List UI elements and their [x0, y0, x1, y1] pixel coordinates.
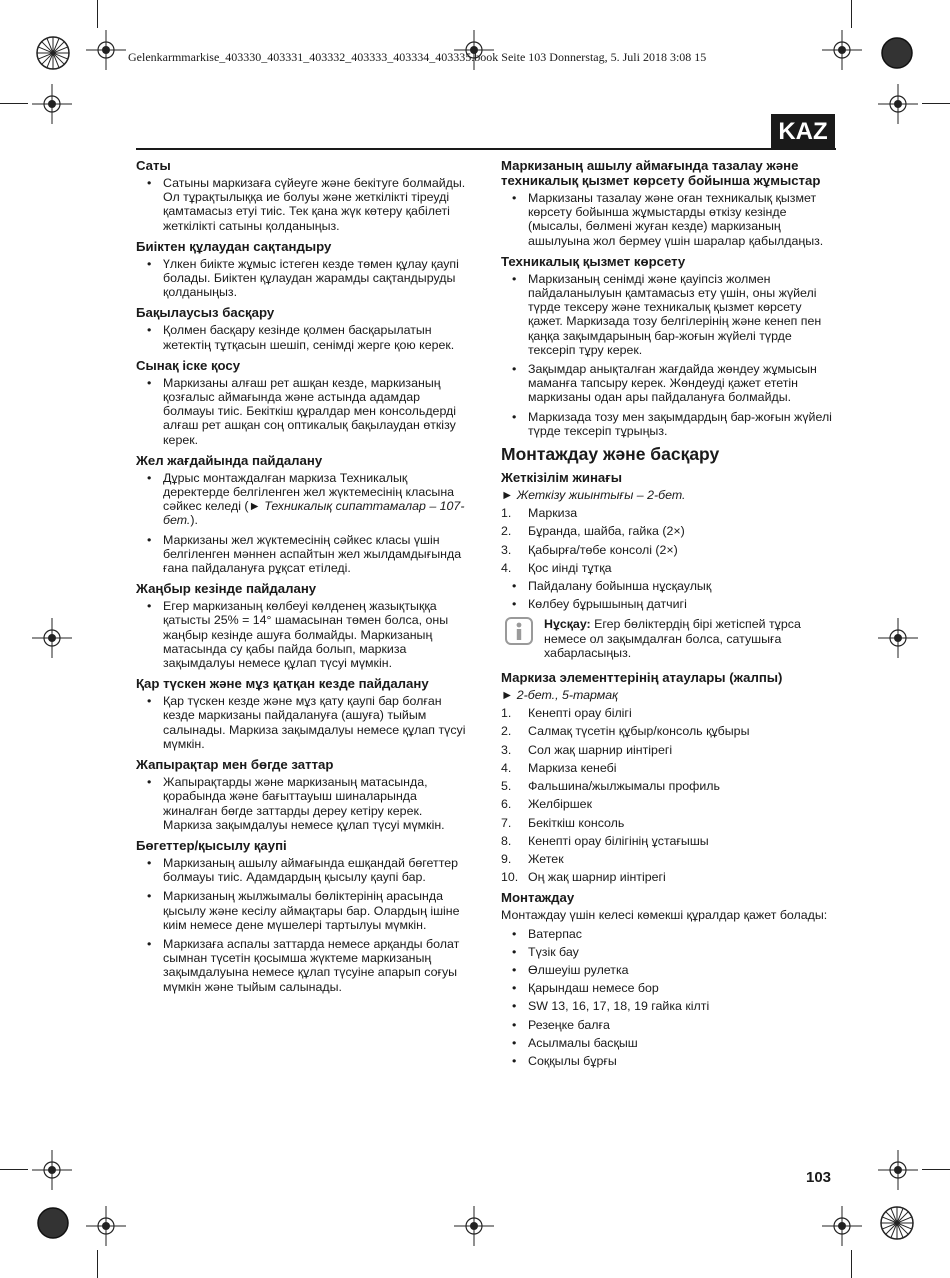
page-number: 103 — [806, 1169, 832, 1186]
section-title: Жапырақтар мен бөгде заттар — [136, 757, 334, 773]
list-item: • Егер маркизаның көлбеуі көлденең жазықтыққа қатысты 25% = 14° шамасынан төмен болса, оны жаңбыр кезінде ашуға болмайды. Маркизаның матасында су қабы пайда болып, маркиза зақымдалуы немесе құлап түсуі мүмкін. — [136, 599, 469, 670]
crosshair-upper-right — [878, 84, 918, 124]
list-item — [501, 506, 834, 520]
crosshair-bottom-left — [86, 1206, 126, 1246]
list-item: • Өлшеуіш рулетка — [501, 963, 834, 977]
section-title: Монтаждау — [501, 890, 575, 906]
crop-line-right-bottom-h — [922, 1169, 950, 1170]
list-item: • Резеңке балға — [501, 1018, 834, 1032]
item-number: 6. — [501, 797, 512, 812]
crosshair-lower-right — [878, 1150, 918, 1190]
item-number: 3. — [501, 742, 512, 757]
crosshair-bottom-right — [822, 1206, 862, 1246]
list-item: • SW 13, 16, 17, 18, 19 гайка кілті — [501, 999, 834, 1013]
list-item: • Үлкен биікте жұмыс істеген кезде төмен құлау қаупі болады. Биіктен құлаудан жарамды сақтандыруды қолданыңыз. — [136, 257, 469, 300]
section-maintenance — [501, 254, 834, 438]
left-column — [136, 158, 469, 1000]
list-item — [501, 561, 834, 575]
registration-circle-bottom-right — [879, 1205, 915, 1241]
item-number: 2. — [501, 724, 512, 739]
section-unattended-operation — [136, 305, 469, 351]
crop-line-bottom-right-v — [851, 1250, 852, 1278]
list-item: • Маркизаның ашылу аймағында ешқандай бөгеттер болмауы тиіс. Адамдардың қысылу қаупі бар. — [136, 856, 469, 884]
list-item — [501, 870, 834, 884]
item-text: Маркиза — [528, 506, 578, 521]
reference-arrow-icon: ► — [501, 688, 514, 703]
item-text: Бұранда, шайба, гайка (2×) — [528, 524, 685, 539]
section-title: Саты — [136, 158, 171, 173]
list-item — [501, 743, 834, 757]
note-body: Егер бөліктердің бірі жетіспей тұрса немесе ол зақымдалған болса, сатушыға хабарласыңыз. — [544, 617, 801, 660]
item-text: Сол жақ шарнир иінтірегі — [528, 742, 673, 757]
header-rule — [136, 148, 836, 150]
section-rain — [136, 581, 469, 670]
crosshair-top-right — [822, 30, 862, 70]
list-item: • Зақымдар анықталған жағдайда жөндеу жұмысын маманға тапсыру керек. Жөндеуді қажет ететін маркизаны одан ары пайдалануға болмайды. — [501, 362, 834, 405]
info-icon — [505, 617, 533, 645]
item-text: Бекіткіш консоль — [528, 815, 625, 830]
crop-line-bottom-left-v — [97, 1250, 98, 1278]
item-number: 2. — [501, 524, 512, 539]
list-item: • Соққылы бұрғы — [501, 1054, 834, 1068]
chapter-title: Монтаждау және басқару — [501, 444, 720, 465]
item-number: 10. — [501, 870, 519, 885]
list-item: • Маркизада тозу мен зақымдардың бар-жоғын жүйелі түрде тексеріп тұрыңыз. — [501, 410, 834, 438]
cross-reference — [501, 488, 834, 502]
section-leaves-foreign-objects — [136, 757, 469, 832]
list-item — [501, 852, 834, 866]
item-number: 4. — [501, 760, 512, 775]
right-column — [501, 158, 834, 1074]
list-item — [501, 524, 834, 538]
item-number: 8. — [501, 833, 512, 848]
list-item: • Маркизаға аспалы заттарда немесе арқанды болат сымнан түсетін қосымша жүктеме маркизаның зақымдалуына немесе құлап түсуіне апарып соғуы мүмкін және тыйым салынады. — [136, 937, 469, 994]
list-item — [501, 779, 834, 793]
item-text: Желбіршек — [528, 797, 592, 812]
list-item — [501, 543, 834, 557]
list-item-text-end: ). — [190, 513, 198, 528]
list-item: • Қар түскен кезде және мұз қату қаупі бар болған кезде маркизаны пайдалануға (ашуға) тыйым салынады. Маркиза зақымдалуы немесе құлап түсуі мүмкін. — [136, 694, 469, 751]
list-item-text: Дұрыс монтаждалған маркиза Техникалық деректерде белгіленген жел жүктемесінің класына сәйкес келеді ( — [163, 470, 455, 514]
reference-text: Жеткізу жиынтығы – 2-бет. — [513, 488, 686, 503]
section-title: Жаңбыр кезінде пайдалану — [136, 581, 317, 597]
list-item: • Маркизаның жылжымалы бөліктерінің арасында қысылу және кесілу аймақтары бар. Олардың ішіне киім немесе дене мүшелері тартылуы мүмкін. — [136, 889, 469, 932]
list-item: • Маркизаны тазалау және оған техникалық қызмет көрсету бойынша жұмыстарды өткізу кезінде (мысалы, бөлмені жуған кезде) маркизаның ашылуына жол бермеу үшін шаралар қабылдаңыз. — [501, 191, 834, 248]
item-text: Маркиза кенебі — [528, 760, 617, 775]
note-box — [505, 617, 834, 660]
section-cleaning-maintenance-area — [501, 158, 834, 248]
section-title: Бөгеттер/қысылу қаупі — [136, 837, 287, 853]
list-item — [501, 797, 834, 811]
item-text: Оң жақ шарнир иінтірегі — [528, 870, 666, 885]
list-item: • Жапырақтарды және маркизаның матасында, қорабында және бағыттауыш шиналарында жиналған бөгде заттарды дереу кетіру керек. Маркиза зақымдалуы немесе құлап түсуі мүмкін. — [136, 775, 469, 832]
cross-reference: Техникалық сипаттамалар – 107-бет. — [163, 499, 465, 528]
section-title: Маркизаның ашылу аймағында тазалау және техникалық қызмет көрсету бойынша жұмыстар — [501, 158, 821, 188]
item-text: Салмақ түсетін құбыр/консоль құбыры — [528, 724, 750, 739]
list-item: • Қарындаш немесе бор — [501, 981, 834, 995]
section-test-run — [136, 358, 469, 447]
list-item — [501, 816, 834, 830]
section-title: Биіктен құлаудан сақтандыру — [136, 238, 332, 254]
crosshair-middle-left — [32, 618, 72, 658]
item-text: Қабырға/төбе консолі (2×) — [528, 542, 678, 557]
section-title: Бақылаусыз басқару — [136, 305, 275, 321]
list-item: • Сатыны маркизаға сүйеуге және бекітуге болмайды. Ол тұрақтылыққа ие болуы және жеткілікті тіреуді қамтамасыз етуі тиіс. Тек қана жүк көтеру қабілеті жеткілікті сатыны қолданыңыз. — [136, 176, 469, 233]
crosshair-top-left — [86, 30, 126, 70]
paragraph: Монтаждау үшін келесі көмекші құралдар қажет болады: — [501, 908, 828, 923]
section-obstacles-pinching — [136, 838, 469, 994]
crosshair-middle-right — [878, 618, 918, 658]
item-number: 4. — [501, 560, 512, 575]
list-item — [136, 471, 469, 528]
list-item — [501, 834, 834, 848]
registration-circle-top-left — [35, 35, 71, 71]
registration-disc-top-right — [880, 36, 914, 70]
section-title: Қар түскен және мұз қатқан кезде пайдалану — [136, 676, 429, 692]
section-snow-ice — [136, 676, 469, 751]
crop-line-top-left-v — [97, 0, 98, 28]
list-item: • Маркизаның сенімді және қауіпсіз жолмен пайдаланылуын қамтамасыз ету үшін, оны жүйелі түрде тексеру және техникалық қызмет көрсету қажет. Маркизада тозу белгілерінің және кенеп пен қаңқа зақымдарының бар-жоғын жүйелі түрде тексеріп тұру керек. — [501, 272, 834, 357]
language-tab: KAZ — [771, 114, 835, 150]
section-title: Жел жағдайында пайдалану — [136, 452, 323, 468]
crop-line-right-top-h — [922, 103, 950, 104]
section-mounting — [501, 890, 834, 1068]
list-item: • Асылмалы басқыш — [501, 1036, 834, 1050]
registration-disc-bottom-left — [36, 1206, 70, 1240]
item-number: 9. — [501, 851, 512, 866]
crosshair-lower-left — [32, 1150, 72, 1190]
item-number: 1. — [501, 506, 512, 521]
section-wind — [136, 453, 469, 575]
list-item: • Түзік бау — [501, 945, 834, 959]
list-item: • Ватерпас — [501, 927, 834, 941]
crop-line-top-right-v — [851, 0, 852, 28]
section-title: Жеткізілім жинағы — [501, 470, 622, 486]
list-item: • Маркизаны жел жүктемесінің сәйкес класы үшін белгіленген мәннен аспайтын жел жылдамдығында ғана пайдалануға рұқсат етіледі. — [136, 533, 469, 576]
item-number: 1. — [501, 706, 512, 721]
list-item: • Қолмен басқару кезінде қолмен басқарылатын жетектің тұтқасын шешіп, сенімді жерге қою керек. — [136, 323, 469, 351]
item-number: 3. — [501, 542, 512, 557]
list-item — [501, 706, 834, 720]
crop-line-left-top-h — [0, 103, 28, 104]
section-fall-protection — [136, 239, 469, 300]
section-component-names — [501, 670, 834, 884]
note-text — [544, 617, 834, 660]
cross-reference — [501, 688, 834, 702]
reference-arrow-icon: ► — [501, 488, 514, 503]
list-item — [501, 761, 834, 775]
list-item: • Көлбеу бұрышының датчигі — [501, 597, 834, 611]
print-file-info: Gelenkarmmarkise_403330_403331_403332_403333_403334_403335.book Seite 103 Donnerstag, 5. Juli 2018 3:08 15 — [128, 50, 707, 64]
item-number: 5. — [501, 779, 512, 794]
reference-text: 2-бет., 5-тармақ — [513, 688, 619, 703]
crosshair-upper-left — [32, 84, 72, 124]
list-item — [501, 724, 834, 738]
section-title: Техникалық қызмет көрсету — [501, 253, 686, 269]
item-text: Кенепті орау білігі — [528, 706, 632, 721]
crop-line-left-bottom-h — [0, 1169, 28, 1170]
section-title: Сынақ іске қосу — [136, 357, 241, 373]
item-number: 7. — [501, 815, 512, 830]
crosshair-bottom-center — [454, 1206, 494, 1246]
list-item: • Пайдалану бойынша нұсқаулық — [501, 579, 834, 593]
item-text: Кенепті орау білігінің ұстағышы — [528, 833, 709, 848]
reference-arrow-icon: ► — [248, 499, 261, 514]
section-ladder — [136, 158, 469, 233]
item-text: Жетек — [528, 851, 564, 866]
note-label: Нұсқау: — [544, 617, 591, 632]
item-text: Фальшина/жылжымалы профиль — [528, 779, 720, 794]
section-delivery-scope — [501, 470, 834, 660]
item-text: Қос иінді тұтқа — [528, 560, 612, 575]
section-title: Маркиза элементтерінің атаулары (жалпы) — [501, 670, 783, 686]
list-item: • Маркизаны алғаш рет ашқан кезде, маркизаның қозғалыс аймағында және астында адамдар болмауы тиіс. Бекіткіш құралдар мен консольдерді алғаш рет ашқан соң оптикалық бақылаудан өткізу керек. — [136, 376, 469, 447]
